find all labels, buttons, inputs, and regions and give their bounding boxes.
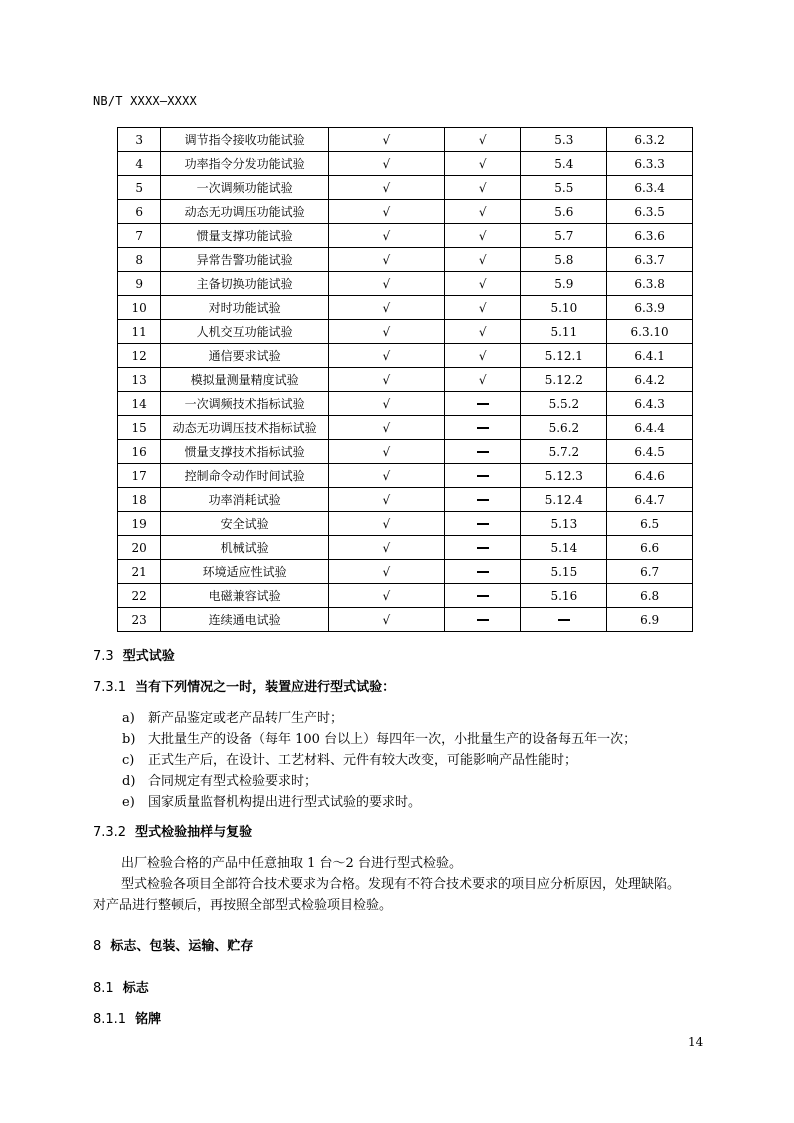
section-number: 8: [93, 939, 102, 954]
cell-no: 13: [118, 368, 161, 392]
table-row: [118, 344, 693, 368]
cell-c4: 6.7: [607, 560, 693, 584]
cell-c3: 5.11: [521, 320, 607, 344]
dash-mark: [558, 619, 570, 621]
cell-c1: √: [328, 536, 444, 560]
cell-c4: 6.3.5: [607, 200, 693, 224]
cell-c3: 5.3: [521, 128, 607, 152]
cell-c3: 5.13: [521, 512, 607, 536]
cell-c1: √: [328, 152, 444, 176]
table-row: [118, 224, 693, 248]
cell-item: 对时功能试验: [161, 296, 328, 320]
cell-c3: 5.7: [521, 224, 607, 248]
cell-c3: 5.16: [521, 584, 607, 608]
cell-c1: √: [328, 344, 444, 368]
cell-c3: 5.6: [521, 200, 607, 224]
cell-c1: √: [328, 272, 444, 296]
cell-c2: √: [444, 272, 521, 296]
cell-item: 人机交互功能试验: [161, 320, 328, 344]
document-code-header: NB/T XXXX—XXXX: [93, 94, 197, 108]
dash-mark: [477, 403, 489, 405]
cell-c2: [444, 536, 521, 560]
cell-c2: √: [444, 224, 521, 248]
cell-c2: √: [444, 344, 521, 368]
dash-mark: [477, 523, 489, 525]
section-number: 8.1.1: [93, 1012, 127, 1027]
cell-c2: [444, 464, 521, 488]
dash-mark: [477, 619, 489, 621]
paragraph-sampling: 出厂检验合格的产品中任意抽取 1 台～2 台进行型式检验。: [121, 856, 462, 871]
cell-no: 17: [118, 464, 161, 488]
table-row: [118, 272, 693, 296]
cell-c2: √: [444, 176, 521, 200]
cell-c2: [444, 512, 521, 536]
cell-c4: 6.8: [607, 584, 693, 608]
cell-c3: 5.8: [521, 248, 607, 272]
dash-mark: [477, 571, 489, 573]
cell-c3: [521, 608, 607, 632]
cell-c2: √: [444, 368, 521, 392]
list-text: 国家质量监督机构提出进行型式试验的要求时。: [148, 795, 422, 810]
cell-c1: √: [328, 512, 444, 536]
cell-no: 20: [118, 536, 161, 560]
section-number: 8.1: [93, 981, 114, 996]
cell-no: 4: [118, 152, 161, 176]
cell-c1: √: [328, 488, 444, 512]
section-title: 标志、包装、运输、贮存: [110, 939, 254, 954]
cell-no: 11: [118, 320, 161, 344]
cell-item: 一次调频功能试验: [161, 176, 328, 200]
list-item: [122, 707, 343, 726]
list-item: [122, 728, 636, 747]
cell-no: 6: [118, 200, 161, 224]
table-row: [118, 584, 693, 608]
dash-mark: [477, 427, 489, 429]
table-row: [118, 392, 693, 416]
dash-mark: [477, 451, 489, 453]
dash-mark: [477, 475, 489, 477]
cell-item: 主备切换功能试验: [161, 272, 328, 296]
section-title: 标志: [122, 981, 149, 996]
cell-item: 安全试验: [161, 512, 328, 536]
section-title: 型式试验: [122, 649, 175, 664]
test-items-table: [117, 127, 693, 632]
cell-c2: [444, 488, 521, 512]
cell-c1: √: [328, 608, 444, 632]
list-marker: d): [122, 774, 136, 789]
cell-no: 16: [118, 440, 161, 464]
cell-item: 动态无功调压技术指标试验: [161, 416, 328, 440]
table-row: [118, 416, 693, 440]
section-number: 7.3.1: [93, 680, 127, 695]
cell-c3: 5.5: [521, 176, 607, 200]
table-row: [118, 368, 693, 392]
cell-c2: √: [444, 296, 521, 320]
cell-c4: 6.4.4: [607, 416, 693, 440]
cell-no: 9: [118, 272, 161, 296]
cell-no: 3: [118, 128, 161, 152]
cell-no: 8: [118, 248, 161, 272]
cell-c1: √: [328, 416, 444, 440]
cell-c4: 6.6: [607, 536, 693, 560]
table-row: [118, 248, 693, 272]
cell-c3: 5.12.4: [521, 488, 607, 512]
list-marker: a): [122, 711, 135, 726]
list-text: 新产品鉴定或老产品转厂生产时；: [148, 711, 344, 726]
cell-item: 功率消耗试验: [161, 488, 328, 512]
section-8-1-heading: [93, 977, 149, 996]
cell-c3: 5.12.2: [521, 368, 607, 392]
cell-c3: 5.6.2: [521, 416, 607, 440]
cell-c3: 5.4: [521, 152, 607, 176]
cell-item: 控制命令动作时间试验: [161, 464, 328, 488]
cell-c1: √: [328, 248, 444, 272]
cell-c2: [444, 392, 521, 416]
cell-c1: √: [328, 440, 444, 464]
cell-c2: [444, 416, 521, 440]
list-marker: b): [122, 732, 136, 747]
cell-c1: √: [328, 464, 444, 488]
cell-item: 一次调频技术指标试验: [161, 392, 328, 416]
section-8-heading: [93, 935, 253, 954]
cell-c4: 6.3.2: [607, 128, 693, 152]
dash-mark: [477, 547, 489, 549]
cell-c3: 5.5.2: [521, 392, 607, 416]
cell-item: 电磁兼容试验: [161, 584, 328, 608]
table-row: [118, 128, 693, 152]
cell-c1: √: [328, 128, 444, 152]
table-row: [118, 608, 693, 632]
cell-no: 18: [118, 488, 161, 512]
cell-c1: √: [328, 392, 444, 416]
table-row: [118, 464, 693, 488]
table-row: [118, 296, 693, 320]
cell-c4: 6.3.9: [607, 296, 693, 320]
cell-c1: √: [328, 224, 444, 248]
cell-c4: 6.4.6: [607, 464, 693, 488]
cell-item: 通信要求试验: [161, 344, 328, 368]
table-row: [118, 512, 693, 536]
list-item: [122, 770, 317, 789]
dash-mark: [477, 499, 489, 501]
cell-c2: [444, 608, 521, 632]
cell-c3: 5.7.2: [521, 440, 607, 464]
table-row: [118, 488, 693, 512]
cell-no: 12: [118, 344, 161, 368]
cell-item: 机械试验: [161, 536, 328, 560]
paragraph-qualification-line1: 型式检验各项目全部符合技术要求为合格。发现有不符合技术要求的项目应分析原因，处理缺陷。: [121, 877, 681, 892]
cell-c2: √: [444, 152, 521, 176]
cell-c4: 6.5: [607, 512, 693, 536]
cell-c1: √: [328, 584, 444, 608]
cell-no: 19: [118, 512, 161, 536]
cell-c1: √: [328, 200, 444, 224]
cell-c4: 6.3.10: [607, 320, 693, 344]
cell-c4: 6.4.3: [607, 392, 693, 416]
cell-item: 连续通电试验: [161, 608, 328, 632]
cell-c1: √: [328, 176, 444, 200]
cell-c4: 6.4.7: [607, 488, 693, 512]
cell-no: 10: [118, 296, 161, 320]
table-row: [118, 176, 693, 200]
table-row: [118, 440, 693, 464]
cell-item: 模拟量测量精度试验: [161, 368, 328, 392]
cell-item: 调节指令接收功能试验: [161, 128, 328, 152]
section-number: 7.3.2: [93, 825, 127, 840]
cell-c2: [444, 584, 521, 608]
section-title: 铭牌: [135, 1012, 162, 1027]
list-item: [122, 749, 577, 768]
paragraph-qualification-line2: 对产品进行整顿后，再按照全部型式检验项目检验。: [93, 898, 393, 913]
cell-item: 异常告警功能试验: [161, 248, 328, 272]
cell-no: 23: [118, 608, 161, 632]
cell-c4: 6.3.8: [607, 272, 693, 296]
cell-c2: √: [444, 200, 521, 224]
cell-c2: √: [444, 128, 521, 152]
page-number: 14: [688, 1035, 704, 1049]
cell-item: 动态无功调压功能试验: [161, 200, 328, 224]
cell-no: 15: [118, 416, 161, 440]
cell-no: 21: [118, 560, 161, 584]
cell-c4: 6.3.6: [607, 224, 693, 248]
cell-c3: 5.9: [521, 272, 607, 296]
cell-c3: 5.12.1: [521, 344, 607, 368]
cell-c4: 6.3.4: [607, 176, 693, 200]
cell-c1: √: [328, 320, 444, 344]
section-7-3-2-heading: [93, 821, 252, 840]
cell-c4: 6.3.3: [607, 152, 693, 176]
cell-item: 功率指令分发功能试验: [161, 152, 328, 176]
cell-no: 7: [118, 224, 161, 248]
cell-c1: √: [328, 560, 444, 584]
list-marker: e): [122, 795, 135, 810]
cell-no: 5: [118, 176, 161, 200]
table-row: [118, 320, 693, 344]
cell-c1: √: [328, 368, 444, 392]
section-number: 7.3: [93, 649, 114, 664]
list-text: 合同规定有型式检验要求时；: [148, 774, 318, 789]
cell-c4: 6.3.7: [607, 248, 693, 272]
cell-c3: 5.15: [521, 560, 607, 584]
cell-c2: [444, 440, 521, 464]
cell-c2: [444, 560, 521, 584]
cell-c3: 5.14: [521, 536, 607, 560]
cell-c4: 6.4.5: [607, 440, 693, 464]
cell-c4: 6.9: [607, 608, 693, 632]
list-text: 大批量生产的设备（每年 100 台以上）每四年一次，小批量生产的设备每五年一次；: [148, 732, 637, 747]
section-title: 型式检验抽样与复验: [135, 825, 253, 840]
cell-c4: 6.4.1: [607, 344, 693, 368]
section-title: 当有下列情况之一时，装置应进行型式试验：: [135, 680, 396, 695]
list-marker: c): [122, 753, 135, 768]
cell-c3: 5.10: [521, 296, 607, 320]
list-text: 正式生产后，在设计、工艺材料、元件有较大改变，可能影响产品性能时；: [148, 753, 578, 768]
table-row: [118, 200, 693, 224]
table-row: [118, 536, 693, 560]
section-7-3-1-heading: [93, 676, 395, 695]
cell-no: 14: [118, 392, 161, 416]
table-row: [118, 560, 693, 584]
cell-item: 惯量支撑技术指标试验: [161, 440, 328, 464]
table-row: [118, 152, 693, 176]
cell-c3: 5.12.3: [521, 464, 607, 488]
list-item: [122, 791, 421, 810]
dash-mark: [477, 595, 489, 597]
section-7-3-heading: [93, 645, 175, 664]
table-body: [118, 128, 693, 632]
cell-item: 环境适应性试验: [161, 560, 328, 584]
cell-c2: √: [444, 320, 521, 344]
section-8-1-1-heading: [93, 1008, 161, 1027]
cell-item: 惯量支撑功能试验: [161, 224, 328, 248]
cell-c4: 6.4.2: [607, 368, 693, 392]
cell-c2: √: [444, 248, 521, 272]
cell-no: 22: [118, 584, 161, 608]
cell-c1: √: [328, 296, 444, 320]
